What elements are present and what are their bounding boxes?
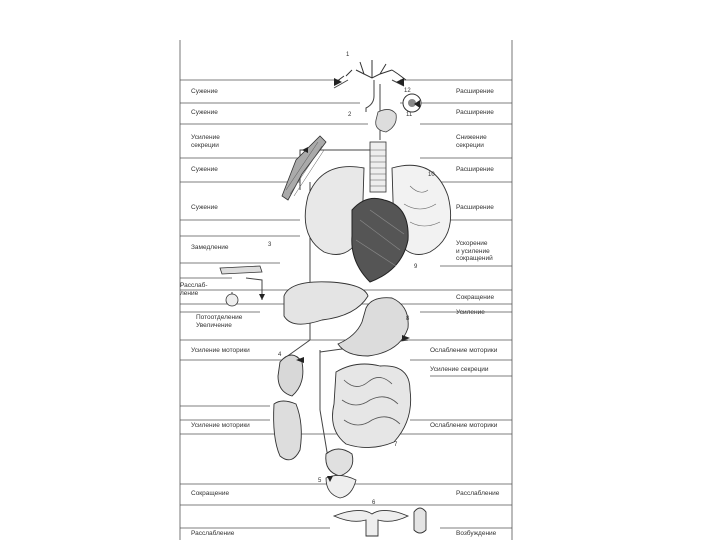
right-label-3: Снижение секреции [456, 134, 487, 149]
right-label-13: Возбуждение [456, 530, 497, 537]
left-label-2: Сужение [191, 109, 218, 116]
organ-number-7: 7 [394, 442, 398, 448]
right-label-8: Усиление [456, 309, 485, 316]
salivary-gland-drawing [376, 109, 397, 132]
right-label-9: Ослабление моторики [430, 347, 498, 354]
right-label-10: Усиление секреции [430, 366, 489, 373]
left-label-10: Усиление моторики [191, 422, 250, 429]
organ-number-11: 11 [406, 112, 413, 118]
reproductive-organs-drawing [334, 508, 426, 536]
organ-number-2: 2 [348, 112, 352, 118]
right-label-4: Расширение [456, 166, 494, 173]
left-label-4: Сужение [191, 166, 218, 173]
organ-number-5: 5 [318, 478, 322, 484]
left-label-11: Сокращение [191, 490, 230, 497]
organ-number-10: 10 [428, 172, 435, 178]
organ-number-9: 9 [414, 264, 418, 270]
right-label-1: Расширение [456, 88, 494, 95]
trachea-drawing [370, 142, 386, 192]
left-label-8: Потоотделение Увеличение [196, 314, 243, 329]
sweat-gland-drawing [220, 266, 262, 306]
left-label-3: Усиление секреции [191, 134, 220, 149]
organ-number-4: 4 [278, 352, 282, 358]
left-label-9: Усиление моторики [191, 347, 250, 354]
right-label-11: Ослабление моторики [430, 422, 498, 429]
right-label-2: Расширение [456, 109, 494, 116]
right-label-12: Расслабление [456, 490, 500, 497]
heart-drawing [352, 198, 408, 282]
organ-number-12: 12 [404, 88, 411, 94]
left-label-6: Замедление [191, 244, 229, 251]
organ-number-1: 1 [346, 52, 350, 58]
left-label-7: Расслаб- ление [180, 282, 208, 297]
right-label-5: Расширение [456, 204, 494, 211]
organ-number-6: 6 [372, 500, 376, 506]
ganglion-cell [336, 60, 406, 82]
left-label-1: Сужение [191, 88, 218, 95]
liver-drawing [284, 282, 368, 324]
bladder-drawing [326, 449, 353, 476]
organ-number-8: 8 [406, 316, 410, 322]
organ-number-3: 3 [268, 242, 272, 248]
left-label-12: Расслабление [191, 530, 235, 537]
left-label-5: Сужение [191, 204, 218, 211]
right-label-7: Сокращение [456, 294, 495, 301]
right-label-6: Ускорение и усиление сокращений [456, 240, 493, 262]
